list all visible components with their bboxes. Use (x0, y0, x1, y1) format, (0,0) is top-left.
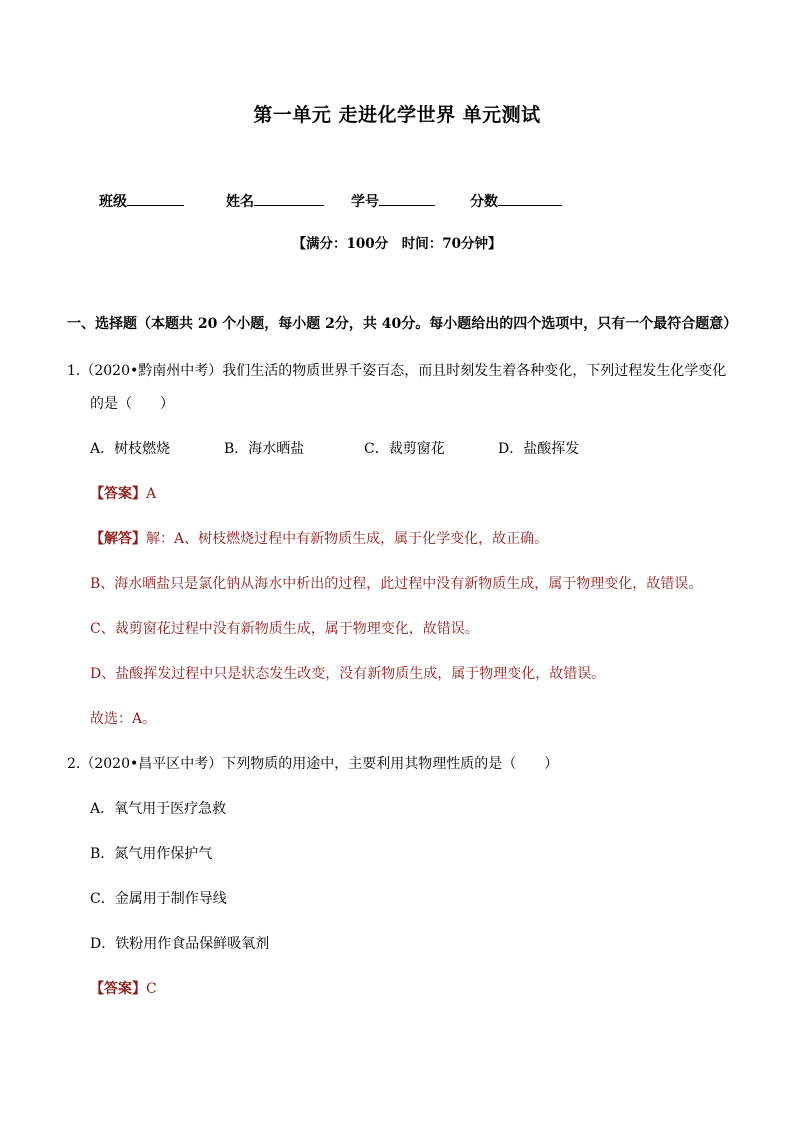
section-heading: 一、选择题（本题共 20 个小题，每小题 2分，共 40分。每小题给出的四个选项中，只有一个最符合题意） (67, 316, 738, 332)
number-label: 学号 (351, 194, 379, 210)
question-1-option-b: B．海水晒盐 (224, 441, 305, 457)
question-2-option-d: D．铁粉用作食品保鲜吸氧剂 (90, 936, 270, 952)
question-1-answer (90, 483, 156, 503)
question-2-option-b: B．氮气用作保护气 (90, 846, 213, 862)
question-1-analysis-3: C、裁剪窗花过程中没有新物质生成，属于物理变化，故错误。 (90, 621, 479, 637)
question-1-analysis-5: 故选：A。 (90, 711, 157, 727)
question-1-line-2: 的是（ ） (90, 396, 174, 412)
score-field (470, 191, 562, 211)
page-title: 第一单元 走进化学世界 单元测试 (253, 104, 541, 126)
answer-value: A (146, 486, 157, 502)
analysis-label: 【解答】 (90, 531, 146, 547)
question-1-analysis-2: B、海水晒盐只是氯化钠从海水中析出的过程，此过程中没有新物质生成，属于物理变化，故错误。 (90, 576, 703, 592)
class-field (99, 191, 184, 211)
score-label: 分数 (470, 194, 498, 210)
analysis-text: 解：A、树枝燃烧过程中有新物质生成，属于化学变化，故正确。 (146, 531, 549, 547)
answer-value: C (146, 981, 157, 997)
question-2-line-1: 2.（2020•昌平区中考）下列物质的用途中，主要利用其物理性质的是（ ） (67, 756, 559, 772)
number-blank[interactable] (379, 191, 435, 206)
answer-label: 【答案】 (90, 981, 146, 997)
exam-meta: 【满分：100分 时间：70分钟】 (292, 236, 502, 252)
score-blank[interactable] (498, 191, 562, 206)
number-field (351, 191, 435, 211)
question-1-line-1: 1.（2020•黔南州中考）我们生活的物质世界千姿百态，而且时刻发生着各种变化，下列过程发生化学变化 (67, 363, 727, 379)
question-2-option-c: C．金属用于制作导线 (90, 891, 227, 907)
answer-label: 【答案】 (90, 486, 146, 502)
class-label: 班级 (99, 194, 127, 210)
class-blank[interactable] (127, 191, 184, 206)
question-2-option-a: A．氧气用于医疗急救 (90, 801, 227, 817)
question-1-option-c: C．裁剪窗花 (364, 441, 445, 457)
question-1-analysis-1 (90, 528, 548, 548)
question-1-analysis-4: D、盐酸挥发过程中只是状态发生改变，没有新物质生成，属于物理变化，故错误。 (90, 666, 606, 682)
question-2-answer (90, 978, 157, 998)
name-blank[interactable] (254, 191, 324, 206)
name-label: 姓名 (226, 194, 254, 210)
question-1-option-a: A．树枝燃烧 (90, 441, 171, 457)
name-field (226, 191, 324, 211)
question-1-option-d: D．盐酸挥发 (498, 441, 580, 457)
